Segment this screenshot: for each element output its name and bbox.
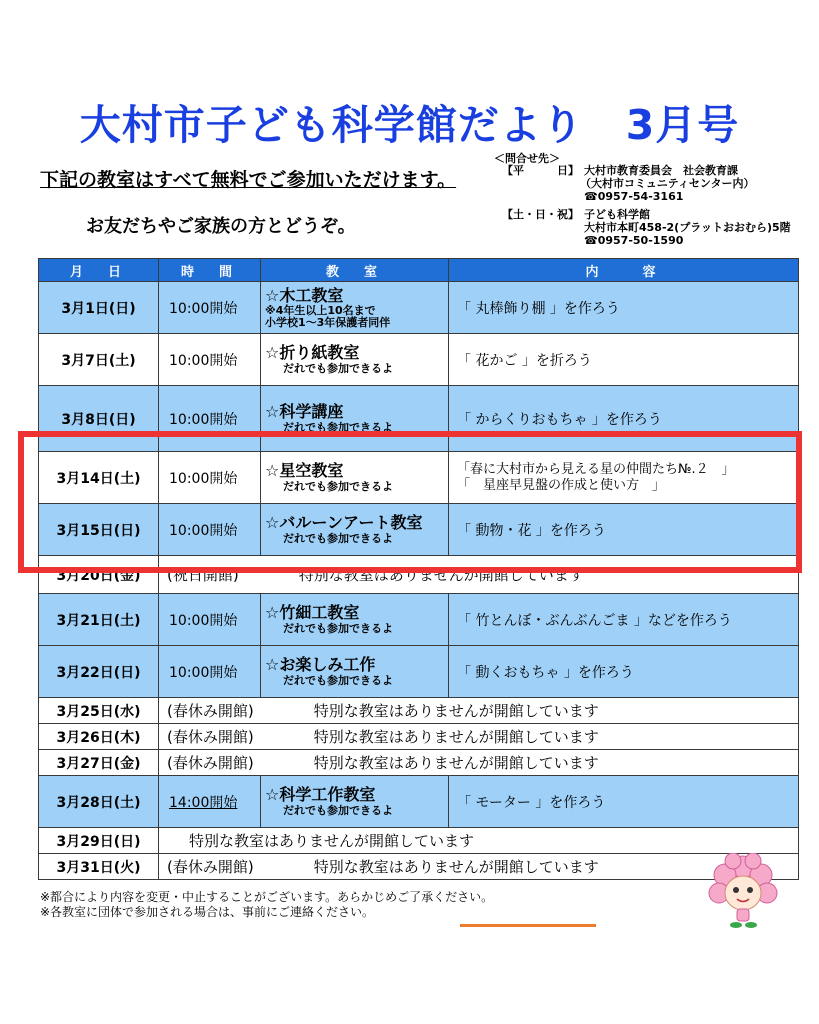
row-room: [261, 776, 449, 828]
row-time: [159, 776, 261, 828]
row-room: [261, 646, 449, 698]
family-notice: お友だちやご家族の方とどうぞ。: [86, 216, 356, 237]
room-note: だれでも参加できるよ: [283, 674, 393, 687]
contact-weekday-org: 大村市教育委員会 社会教育課: [584, 164, 738, 177]
contact-heading: ＜問合せ先＞: [494, 152, 560, 165]
footnotes: [40, 890, 493, 920]
contact-weekday-tel: ☎0957-54-3161: [584, 190, 684, 203]
row-date: 3月31日(火): [39, 854, 159, 880]
content-line: 「春に大村市から見える星の仲間たち№.２ 」: [457, 461, 735, 477]
table-row: [39, 698, 799, 724]
newsletter-title: 大村市子ども科学館だより 3月号: [79, 101, 740, 149]
contact-weekday-org2: （大村市コミュニティセンター内）: [580, 177, 755, 190]
row-time: 10:00開始: [159, 282, 261, 334]
row-room: [261, 594, 449, 646]
row-content: 「 花かご 」を折ろう: [449, 334, 799, 386]
row-time: 10:00開始: [159, 452, 261, 504]
table-row: [39, 282, 799, 334]
room-name: ☆バルーンアート教室: [265, 513, 423, 532]
footnote: ※都合により内容を変更・中止することがございます。あらかじめご了承ください。: [40, 890, 494, 904]
room-name: ☆お楽しみ工作: [265, 655, 376, 674]
room-note: だれでも参加できるよ: [283, 532, 393, 545]
table-row: [39, 724, 799, 750]
room-note: だれでも参加できるよ: [283, 421, 393, 434]
open-text: 特別な教室はありませんが開館しています: [313, 858, 599, 876]
time-text: 14:00開始: [169, 794, 238, 811]
row-time: 10:00開始: [159, 386, 261, 452]
footnote: ※各教室に団体で参加される場合は、事前にご連絡ください。: [40, 905, 375, 919]
row-content: 「 からくりおもちゃ 」を作ろう: [449, 386, 799, 452]
row-date: 3月8日(日): [39, 386, 159, 452]
room-name: ☆星空教室: [265, 461, 344, 480]
open-text: 特別な教室はありませんが開館しています: [189, 832, 475, 850]
header-room: 教 室: [261, 259, 449, 282]
room-note: だれでも参加できるよ: [283, 622, 393, 635]
row-date: 3月29日(日): [39, 828, 159, 854]
open-text: 特別な教室はありませんが開館しています: [313, 728, 599, 746]
row-content: 「 丸棒飾り棚 」を作ろう: [449, 282, 799, 334]
contact-weekday-label: 【平 日】: [502, 164, 579, 177]
row-open-note: [159, 698, 799, 724]
accent-line: [460, 924, 596, 927]
open-label: (祝日開館): [167, 566, 239, 584]
table-row: [39, 776, 799, 828]
row-date: 3月7日(土): [39, 334, 159, 386]
table-row: [39, 646, 799, 698]
open-text: 特別な教室はありませんが開館しています: [298, 566, 584, 584]
room-note: 小学校1～3年保護者同伴: [265, 315, 391, 329]
mascot-flower-icon: [703, 853, 783, 933]
open-label: (春休み開館): [167, 702, 254, 720]
contact-weekend-tel: ☎0957-50-1590: [584, 234, 684, 247]
room-note: ※4年生以上10名まで: [265, 303, 376, 317]
row-date: 3月22日(日): [39, 646, 159, 698]
row-content: 「 モーター 」を作ろう: [449, 776, 799, 828]
free-notice: 下記の教室はすべて無料でご参加いただけます。: [40, 169, 457, 191]
contact-weekend-label: 【土・日・祝】: [502, 208, 579, 221]
row-time: 10:00開始: [159, 594, 261, 646]
row-date: 3月20日(金): [39, 556, 159, 594]
row-room: [261, 282, 449, 334]
row-date: 3月26日(木): [39, 724, 159, 750]
open-text: 特別な教室はありませんが開館しています: [313, 702, 599, 720]
table-row: [39, 750, 799, 776]
row-date: 3月14日(土): [39, 452, 159, 504]
row-open-note: [159, 724, 799, 750]
table-row: [39, 334, 799, 386]
table-row: [39, 828, 799, 854]
row-time: 10:00開始: [159, 646, 261, 698]
row-date: 3月1日(日): [39, 282, 159, 334]
row-content: 「 動くおもちゃ 」を作ろう: [449, 646, 799, 698]
row-content: 「 動物・花 」を作ろう: [449, 504, 799, 556]
row-time: 10:00開始: [159, 334, 261, 386]
room-note: だれでも参加できるよ: [283, 804, 393, 817]
content-line: 「 星座早見盤の作成と使い方 」: [457, 477, 666, 493]
open-label: (春休み開館): [167, 728, 254, 746]
room-name: ☆竹細工教室: [265, 603, 360, 622]
table-header-row: [39, 259, 799, 282]
room-note: だれでも参加できるよ: [283, 362, 393, 375]
row-room: [261, 334, 449, 386]
room-name: ☆折り紙教室: [265, 343, 360, 362]
row-open-note: [159, 828, 799, 854]
row-open-note: [159, 750, 799, 776]
row-date: 3月15日(日): [39, 504, 159, 556]
row-date: 3月27日(金): [39, 750, 159, 776]
room-note: だれでも参加できるよ: [283, 480, 393, 493]
highlight-box: [18, 431, 802, 573]
row-content: 「 竹とんぼ・ぶんぶんごま 」などを作ろう: [449, 594, 799, 646]
header-time: 時 間: [159, 259, 261, 282]
row-date: 3月28日(土): [39, 776, 159, 828]
open-label: (春休み開館): [167, 858, 254, 876]
header-date: 月 日: [39, 259, 159, 282]
room-name: ☆科学講座: [265, 402, 344, 421]
room-name: ☆科学工作教室: [265, 785, 376, 804]
open-label: (春休み開館): [167, 754, 254, 772]
table-row: [39, 854, 799, 880]
room-name: ☆木工教室: [265, 285, 344, 305]
row-time: 10:00開始: [159, 504, 261, 556]
row-date: 3月21日(土): [39, 594, 159, 646]
open-text: 特別な教室はありませんが開館しています: [313, 754, 599, 772]
table-row: [39, 594, 799, 646]
contact-weekend-addr: 大村市本町458-2(プラットおおむら)5階: [584, 221, 791, 234]
header-content: 内 容: [449, 259, 799, 282]
contact-weekend-org: 子ども科学館: [584, 208, 650, 221]
row-date: 3月25日(水): [39, 698, 159, 724]
